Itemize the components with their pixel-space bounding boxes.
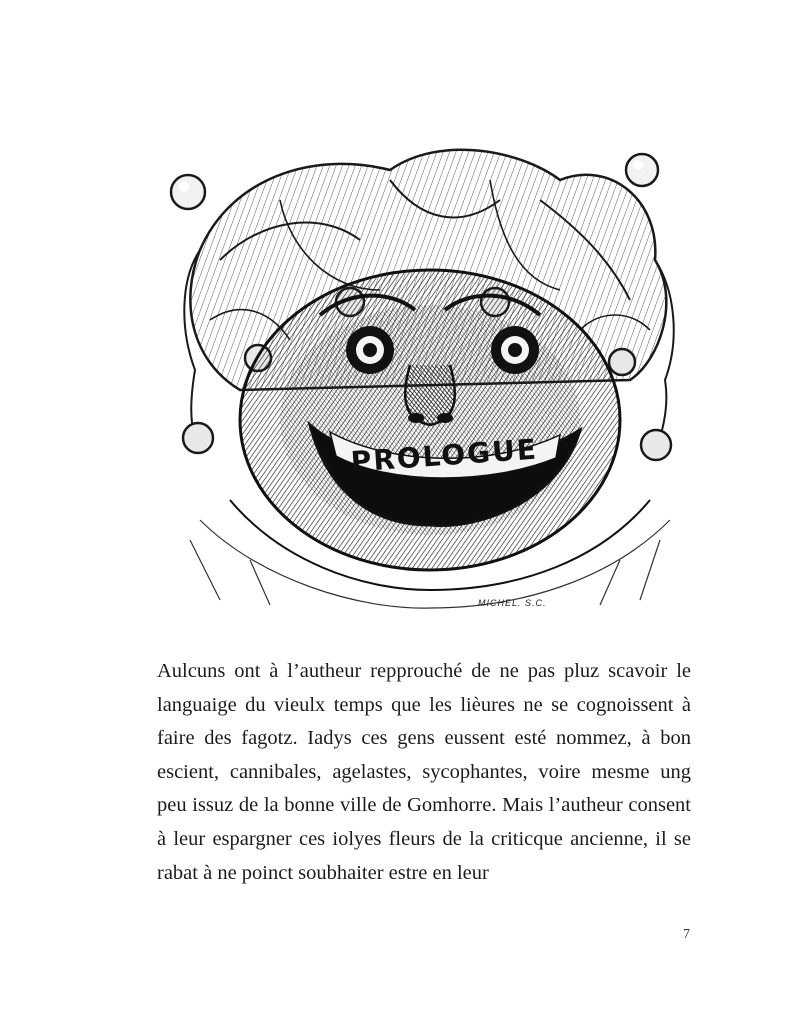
- jester-face-engraving-icon: [160, 140, 700, 610]
- banner-text: PROLOGUE: [349, 432, 539, 479]
- body-paragraph: Aulcuns ont à l’autheur repprouché de ne pas pluz scavoir le languaige du vieulx temps que les lièures ne se cognoissent à faire des fagotz. Iadys ces gens eussent esté nommez, à bon escient, cannibales, agelastes, sycophantes, voire mesme ung peu issuz de la bonne ville de Gomhorre. Mais l’autheur consent à leur espargner ces iolyes fleurs de la criticque ancienne, il se rabat à ne poinct soubhaiter estre en leur: [157, 660, 691, 884]
- engraver-signature: MICHEL. S.C.: [478, 598, 547, 608]
- prologue-illustration: [160, 140, 700, 610]
- page-number: 7: [683, 927, 690, 942]
